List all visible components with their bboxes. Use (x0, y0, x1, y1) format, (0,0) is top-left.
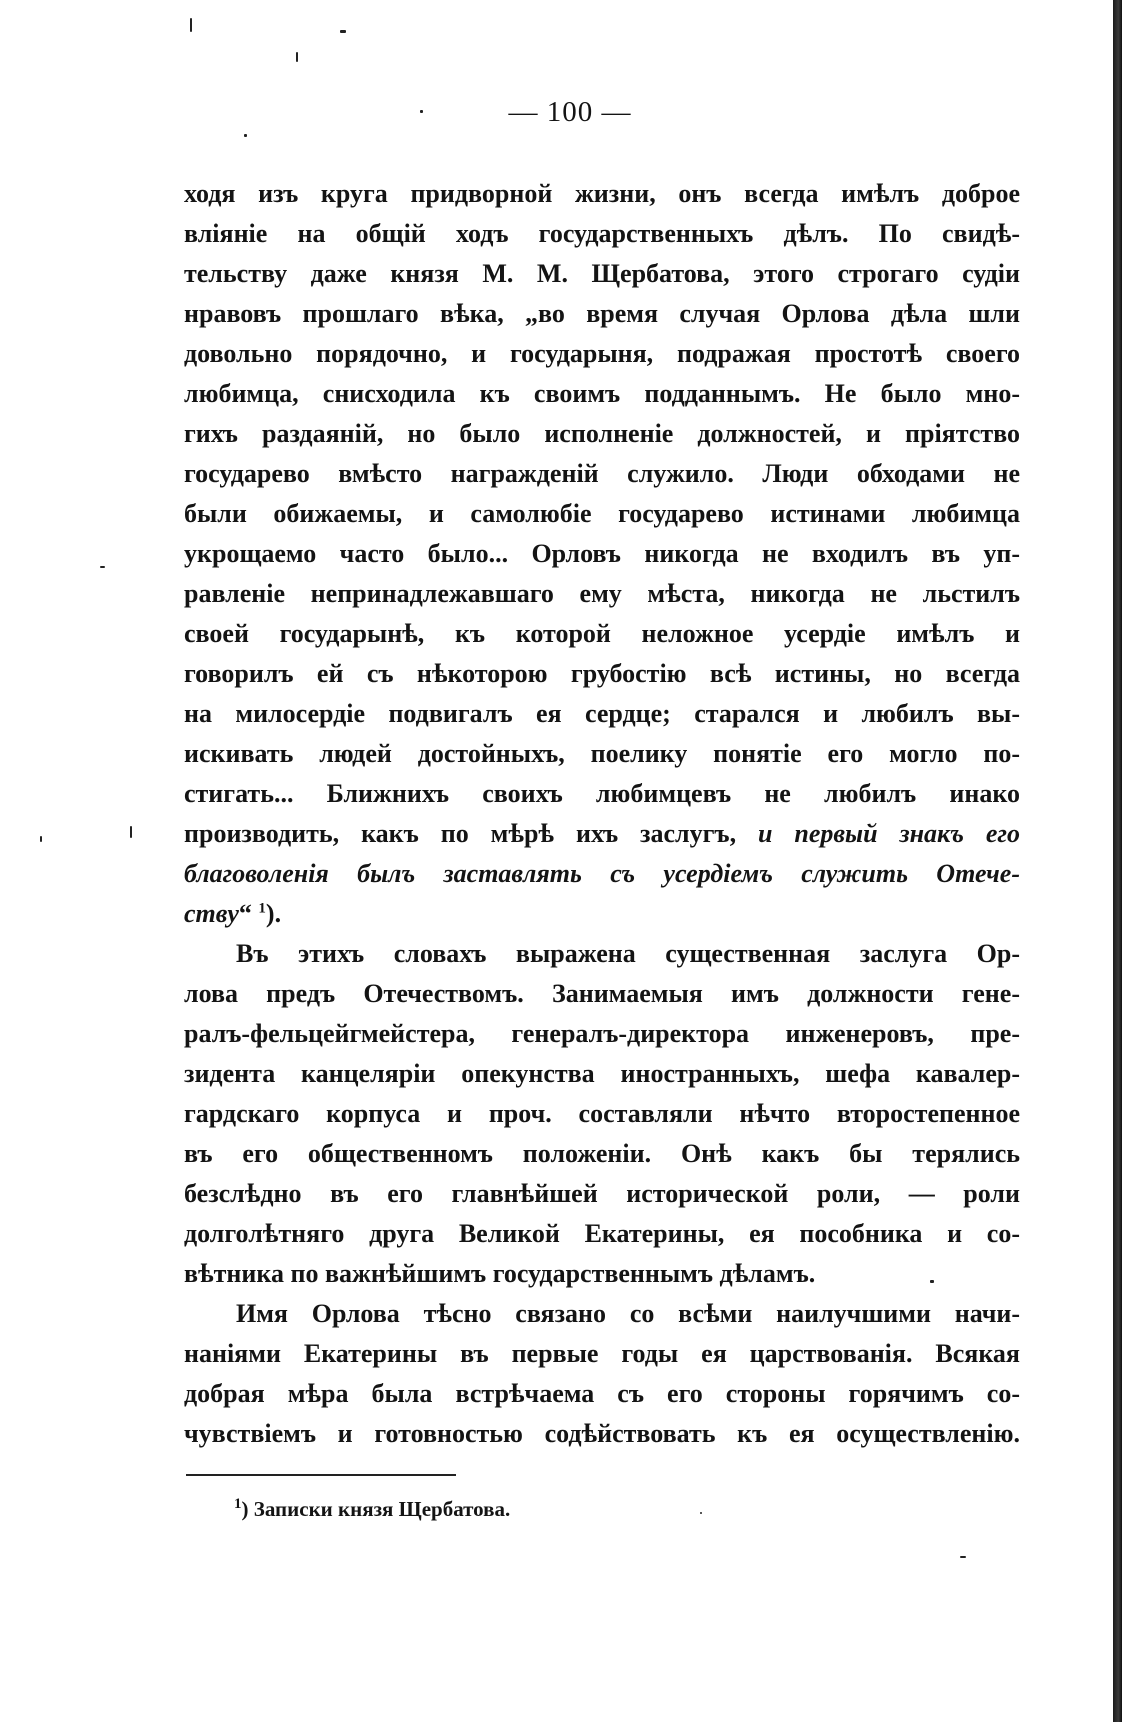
text-line: наніями Екатерины въ первые годы ея царствованія. Всякая (184, 1339, 1020, 1368)
text-line: вѣтника по важнѣйшимъ государственнымъ дѣламъ. (184, 1259, 816, 1288)
text-line: Имя Орлова тѣсно связано со всѣми наилучшими начи- (236, 1299, 1020, 1328)
text-line: Въ этихъ словахъ выражена существенная заслуга Ор- (236, 939, 1020, 968)
text-line: на милосердіе подвигалъ ея сердце; старался и любилъ вы- (184, 699, 1020, 728)
text-line: равленіе непринадлежавшаго ему мѣста, никогда не льстилъ (184, 579, 1020, 608)
text-line: вліяніе на общій ходъ государственныхъ дѣлъ. По свидѣ- (184, 219, 1020, 248)
footnote (234, 1494, 510, 1524)
text-line: нравовъ прошлаго вѣка, „во время случая Орлова дѣла шли (184, 299, 1020, 328)
text-line: безслѣдно въ его главнѣйшей исторической роли, — роли (184, 1179, 1020, 1208)
text-line: своей государынѣ, къ которой неложное усердіе имѣлъ и (184, 619, 1020, 648)
footnote-marker: 1 (234, 1496, 242, 1512)
text-line: благоволенія былъ заставлять съ усердіемъ служить Отече- (184, 859, 1020, 888)
text-line: говорилъ ей съ нѣкоторою грубостію всѣ истины, но всегда (184, 659, 1020, 688)
text-line: любимца, снисходила къ своимъ подданнымъ. Не было мно- (184, 379, 1020, 408)
text-line: долголѣтняго друга Великой Екатерины, ея пособника и со- (184, 1219, 1020, 1248)
text-line: гихъ раздаяній, но было исполненіе должностей, и пріятство (184, 419, 1020, 448)
scan-speck (340, 30, 346, 33)
text-line: ралъ-фельцейгмейстера, генералъ-директора инженеровъ, пре- (184, 1019, 1020, 1048)
scan-speck (700, 1512, 702, 1514)
closing-quote: “ (238, 899, 259, 928)
text-line: гардскаго корпуса и проч. составляли нѣчто второстепенное (184, 1099, 1020, 1128)
paragraph-2 (184, 934, 1020, 1294)
paragraph-3 (184, 1294, 1020, 1454)
footnote-separator (186, 1474, 456, 1476)
text-line: лова предъ Отечествомъ. Занимаемыя имъ должности гене- (184, 979, 1020, 1008)
scan-speck (296, 52, 298, 62)
body-text (184, 174, 1020, 1454)
text-line: въ его общественномъ положеніи. Онѣ какъ бы терялись (184, 1139, 1020, 1168)
footnote-text: ) Записки князя Щербатова. (241, 1497, 511, 1521)
text-line: государево вмѣсто награжденій служило. Люди обходами не (184, 459, 1020, 488)
scan-speck (40, 836, 42, 842)
page-number: — 100 — (508, 96, 632, 128)
scan-speck (244, 134, 247, 137)
scan-speck (130, 826, 132, 838)
text-line: искивать людей достойныхъ, поелику понятіе его могло по- (184, 739, 1020, 768)
text-line: укрощаемо часто было... Орловъ никогда не входилъ въ уп- (184, 539, 1020, 568)
italic-run: и первый знакъ его (758, 819, 1020, 848)
page-binding-edge (1113, 0, 1122, 1722)
scan-speck (960, 1556, 966, 1558)
text-line: стигать... Ближнихъ своихъ любимцевъ не любилъ инако (184, 779, 1020, 808)
text-line (184, 814, 1020, 854)
italic-run: ству (184, 899, 239, 928)
text-line (184, 894, 1020, 934)
text-line: были обижаемы, и самолюбіе государево истинами любимца (184, 499, 1020, 528)
text-line: зидента канцеляріи опекунства иностранныхъ, шефа кавалер- (184, 1059, 1020, 1088)
scan-speck (190, 18, 192, 32)
footnote-reference: 1 (258, 900, 266, 917)
text-line: тельству даже князя М. М. Щербатова, этого строгаго судіи (184, 259, 1020, 288)
text-line: добрая мѣра была встрѣчаема съ его стороны горячимъ со- (184, 1379, 1020, 1408)
text-run: производить, какъ по мѣрѣ ихъ заслугъ, (184, 819, 759, 848)
text-run: ). (265, 899, 282, 928)
text-line: ходя изъ круга придворной жизни, онъ всегда имѣлъ доброе (184, 179, 1020, 208)
scan-speck (100, 566, 105, 568)
text-line: довольно порядочно, и государыня, подражая простотѣ своего (184, 339, 1020, 368)
paragraph-1 (184, 174, 1020, 934)
text-line: чувствіемъ и готовностью содѣйствовать къ ея осуществленію. (184, 1419, 1020, 1448)
